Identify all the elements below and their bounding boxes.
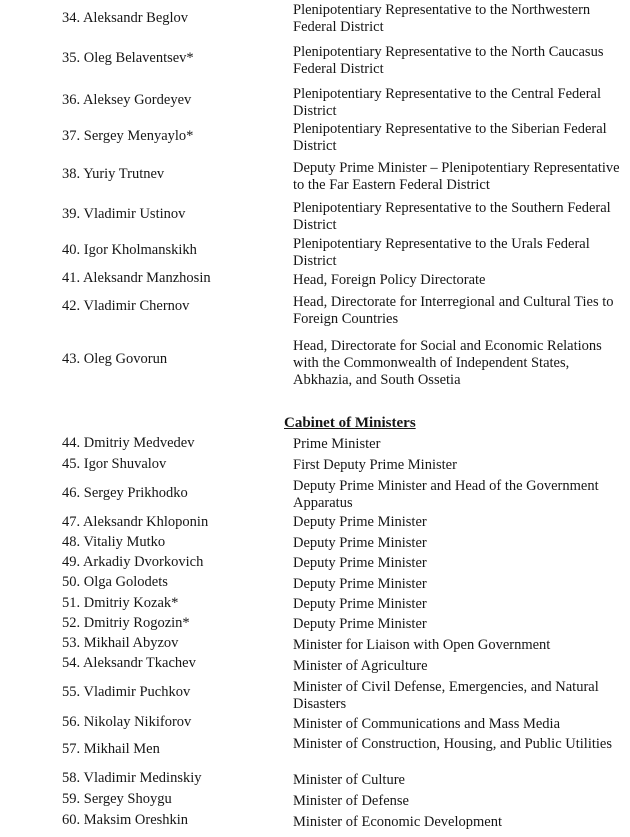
entry-title: Plenipotentiary Representative to the Siberian Federal District [293, 121, 607, 154]
entry-name: 54. Aleksandr Tkachev [62, 655, 196, 671]
entry-name: 42. Vladimir Chernov [62, 298, 190, 314]
entry-title: Head, Directorate for Interregional and Cultural Ties to Foreign Countries [293, 294, 614, 327]
entry-title: Plenipotentiary Representative to the Central Federal District [293, 86, 602, 119]
entry-name: 40. Igor Kholmanskikh [62, 242, 197, 258]
entry-title: Minister of Culture [293, 772, 405, 788]
entry-title: Deputy Prime Minister – Plenipotentiary Representative to the Far Eastern Federal District [293, 160, 620, 193]
entry-name: 37. Sergey Menyaylo* [62, 128, 194, 144]
entry-name: 35. Oleg Belaventsev* [62, 50, 194, 66]
entry-title: Minister of Agriculture [293, 658, 428, 674]
entry-title: First Deputy Prime Minister [293, 457, 457, 473]
entry-title: Deputy Prime Minister [293, 616, 427, 632]
entry-title: Minister of Communications and Mass Media [293, 716, 561, 732]
entry-name: 55. Vladimir Puchkov [62, 684, 191, 700]
entry-name: 57. Mikhail Men [62, 741, 160, 757]
entry-title: Plenipotentiary Representative to the North Caucasus Federal District [293, 44, 604, 77]
entry-title: Deputy Prime Minister [293, 514, 427, 530]
entry-name: 38. Yuriy Trutnev [62, 166, 165, 182]
entry-title: Deputy Prime Minister [293, 576, 427, 592]
entry-title: Prime Minister [293, 436, 381, 452]
entry-title: Minister of Construction, Housing, and Public Utilities [293, 736, 612, 752]
entry-title: Deputy Prime Minister [293, 535, 427, 551]
entry-name: 44. Dmitriy Medvedev [62, 435, 195, 451]
entry-title: Deputy Prime Minister [293, 596, 427, 612]
entry-title: Minister of Civil Defense, Emergencies, and Natural Disasters [293, 679, 599, 712]
entry-title: Deputy Prime Minister and Head of the Government Apparatus [293, 478, 599, 511]
entry-title: Minister of Defense [293, 793, 409, 809]
entry-title: Plenipotentiary Representative to the Urals Federal District [293, 236, 590, 269]
entry-name: 48. Vitaliy Mutko [62, 534, 166, 550]
entry-name: 36. Aleksey Gordeyev [62, 92, 192, 108]
entry-title: Head, Directorate for Social and Economic Relations with the Commonwealth of Independent States, Abkhazia, and South Ossetia [293, 338, 602, 388]
entry-name: 46. Sergey Prikhodko [62, 485, 188, 501]
entry-name: 56. Nikolay Nikiforov [62, 714, 192, 730]
entry-name: 53. Mikhail Abyzov [62, 635, 179, 651]
entry-name: 39. Vladimir Ustinov [62, 206, 186, 222]
entry-name: 50. Olga Golodets [62, 574, 168, 590]
entry-name: 51. Dmitriy Kozak* [62, 595, 179, 611]
entry-title: Deputy Prime Minister [293, 555, 427, 571]
entry-title: Minister of Economic Development [293, 814, 502, 830]
entry-name: 52. Dmitriy Rogozin* [62, 615, 190, 631]
entry-title: Plenipotentiary Representative to the Southern Federal District [293, 200, 611, 233]
entry-name: 58. Vladimir Medinskiy [62, 770, 202, 786]
entry-name: 59. Sergey Shoygu [62, 791, 172, 807]
entry-name: 60. Maksim Oreshkin [62, 812, 189, 828]
entry-name: 45. Igor Shuvalov [62, 456, 167, 472]
entry-title: Head, Foreign Policy Directorate [293, 272, 486, 288]
entry-name: 43. Oleg Govorun [62, 351, 168, 367]
section-heading-cabinet: Cabinet of Ministers [284, 415, 416, 431]
entry-title: Plenipotentiary Representative to the Northwestern Federal District [293, 2, 591, 35]
entry-name: 47. Aleksandr Khloponin [62, 514, 209, 530]
entry-name: 41. Aleksandr Manzhosin [62, 270, 211, 286]
entry-name: 49. Arkadiy Dvorkovich [62, 554, 204, 570]
entry-title: Minister for Liaison with Open Government [293, 637, 551, 653]
entry-name: 34. Aleksandr Beglov [62, 10, 189, 26]
